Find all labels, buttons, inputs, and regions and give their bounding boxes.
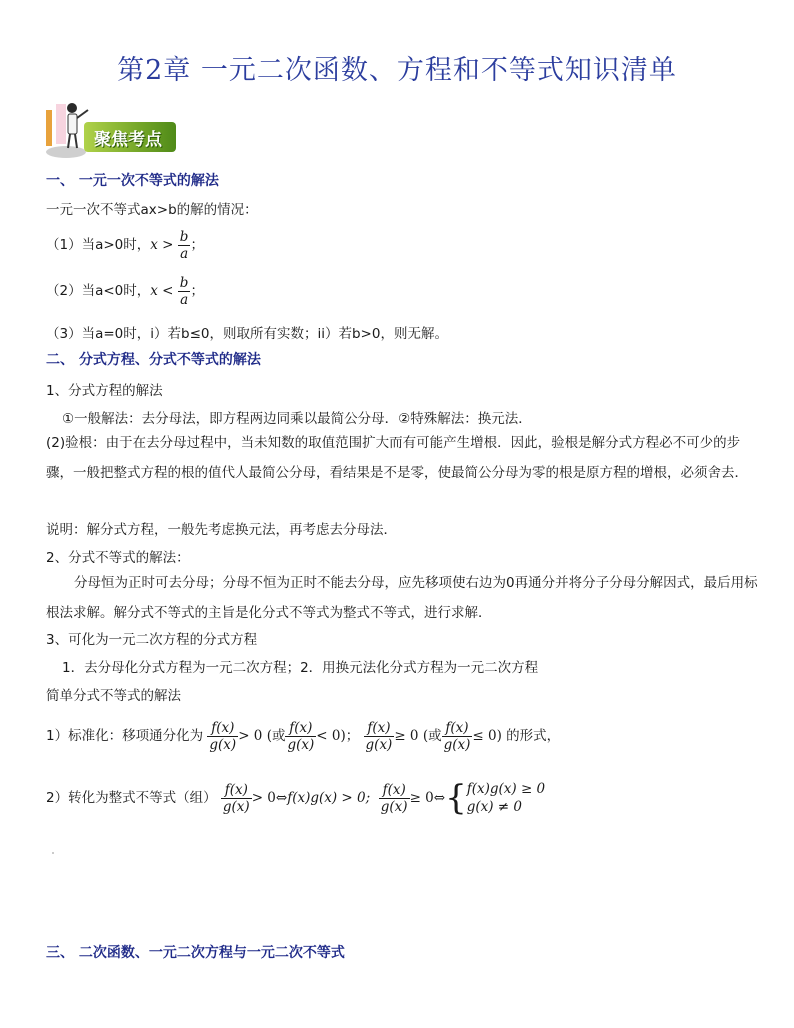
or-open: (或 [422,728,442,744]
fraction-denominator: g(x) [222,798,250,815]
page-title: 第2章 一元二次函数、方程和不等式知识清单 [117,55,677,86]
system-line-1: f(x)g(x) ≥ 0 [466,781,546,797]
f-over-g-fraction [221,782,252,815]
s1-intro: 一元一次不等式ax>b的解的情况： [46,202,258,218]
fraction-denominator: g(x) [287,736,315,753]
or-open: (或 [266,728,286,744]
standardize-suffix: 的形式， [506,728,561,744]
fraction-denominator: a [180,291,189,308]
semicolon: ； [190,283,204,299]
f-over-g-fraction [207,720,238,753]
product-gt-zero: f(x)g(x) > 0; [287,790,371,806]
case-1-relation: x > [150,237,174,253]
standardize-line [46,716,560,756]
section-2-heading: 二、 分式方程、分式不等式的解法 [46,352,261,368]
s2-check-roots: (2)验根：由于在去分母过程中，当未知数的取值范围扩大而有可能产生增根．因此，验根是解分式方程必不可少的步骤，一般把整式方程的根的值代人最简公分母，看结果是不是零，使最简公分母为零的根是原方程的增根，必须舍去． [46,435,748,481]
s1-case-3: （3）当a=0时，i）若b≤0，则取所有实数；ii）若b>0，则无解。 [46,326,448,342]
s1-case-2 [46,273,204,309]
f-over-g-fraction [285,720,316,753]
s2-sub-1: 1、分式方程的解法 [46,383,163,399]
system-line-2: g(x) ≠ 0 [466,799,522,815]
case-1-prefix: （1）当a>0时， [46,237,151,253]
left-brace: { [445,778,467,818]
iff-symbol: ⇔ [433,790,446,806]
case-2-prefix: （2）当a<0时， [46,283,151,299]
fraction-denominator: g(x) [365,736,393,753]
fraction-numerator: f(x) [442,720,473,737]
fraction-denominator: a [180,245,189,262]
standardize-prefix: 1）标准化：移项通分化为 [46,728,204,744]
ge-zero: ≥ 0 [409,790,434,806]
b-over-a-fraction [178,229,191,262]
f-over-g-fraction [364,720,395,753]
section-1-heading: 一、 一元一次不等式的解法 [46,173,219,189]
le-zero: ≤ 0) [472,728,502,744]
fraction-numerator: f(x) [207,720,238,737]
fraction-numerator: f(x) [221,782,252,799]
fraction-denominator: g(x) [209,736,237,753]
fraction-denominator: g(x) [380,798,408,815]
badge-label: 聚焦考点 [94,130,162,150]
gt-zero: > 0 [251,790,276,806]
s2-note: 说明：解分式方程，一般先考虑换元法，再考虑去分母法． [46,522,397,538]
fraction-numerator: b [179,228,189,245]
s2-simple-heading: 简单分式不等式的解法 [46,688,181,704]
s2-sub-3: 3、可化为一元二次方程的分式方程 [46,632,258,648]
convert-line [46,774,545,822]
convert-prefix: 2）转化为整式不等式（组） [46,790,217,806]
ge-zero: ≥ 0 [394,728,419,744]
stray-mark [52,852,54,854]
fraction-numerator: f(x) [379,782,410,799]
f-over-g-fraction [379,782,410,815]
fraction-numerator: f(x) [285,720,316,737]
semicolon: ； [345,728,360,744]
fraction-denominator: g(x) [443,736,471,753]
s1-case-1 [46,227,204,263]
s2-methods: ①一般解法：去分母法，即方程两边同乘以最简公分母．②特殊解法：换元法． [62,411,532,427]
focus-badge [44,100,178,160]
fraction-numerator: f(x) [364,720,395,737]
s2-sub-3-items: 1．去分母化分式方程为一元二次方程；2．用换元法化分式方程为一元二次方程 [62,660,539,676]
f-over-g-fraction [442,720,473,753]
s2-sub-2: 2、分式不等式的解法： [46,550,190,566]
lt-zero: < 0) [316,728,346,744]
fraction-numerator: b [179,274,189,291]
gt-zero: > 0 [238,728,263,744]
iff-symbol: ⇔ [275,790,288,806]
s2-inequality-method: 分母恒为正时可去分母；分母不恒为正时不能去分母，应先移项使右边为0再通分并将分子分母分解因式，最后用标根法求解。解分式不等式的主旨是化分式不等式为整式不等式，进行求解． [46,575,758,621]
case-2-relation: x < [150,283,174,299]
b-over-a-fraction [178,275,191,308]
inequality-system [467,780,545,816]
section-3-heading: 三、 二次函数、一元二次方程与一元二次不等式 [46,945,345,961]
semicolon: ； [190,237,204,253]
